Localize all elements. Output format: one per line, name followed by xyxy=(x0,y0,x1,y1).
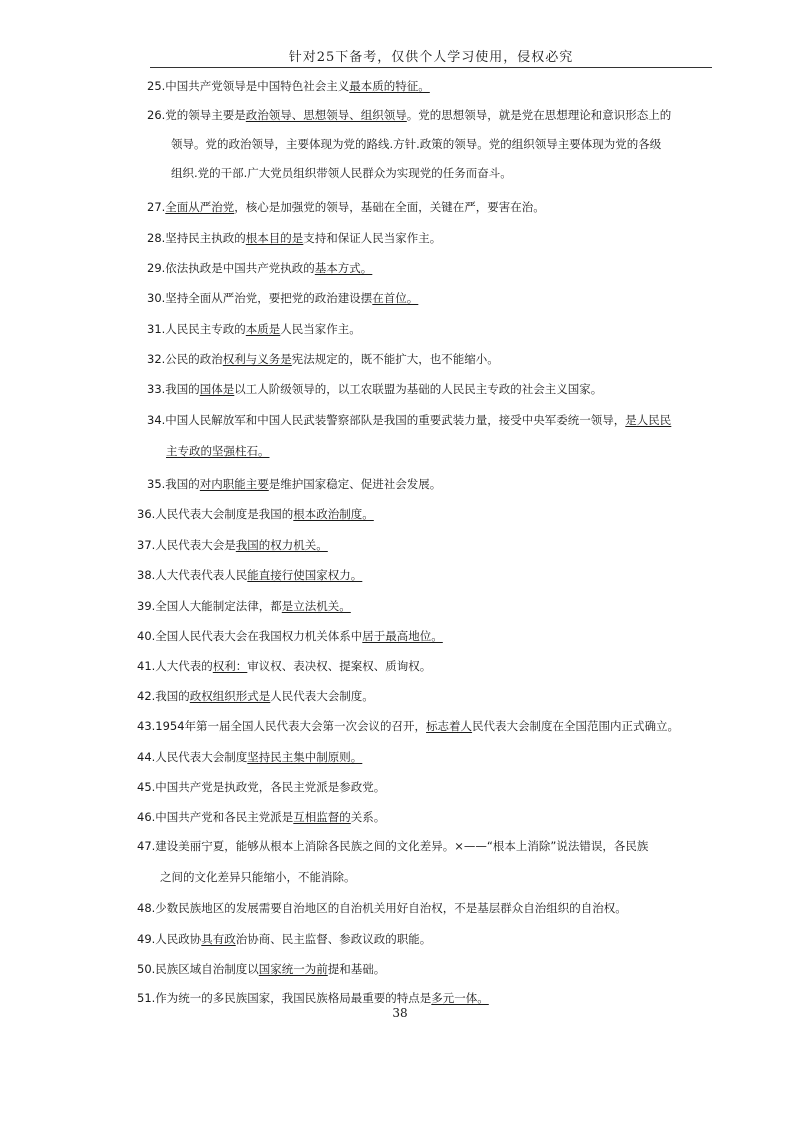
text-run: 47.建设美丽宁夏，能够从根本上消除各民族之间的文化差异。×——“根本上消除”说法错误，各民族 xyxy=(137,839,649,853)
underlined-key-phrase: 在首位。 xyxy=(372,291,419,305)
text-run: 宪法规定的，既不能扩大，也不能缩小。 xyxy=(291,352,499,366)
list-item xyxy=(137,598,351,614)
header-rule xyxy=(150,67,712,68)
list-item xyxy=(147,78,430,94)
underlined-key-phrase: 权利与义务是 xyxy=(222,352,292,366)
text-run: 34.中国人民解放军和中国人民武装警察部队是我国的重要武装力量，接受中央军委统一领导， xyxy=(147,413,626,427)
list-item xyxy=(160,869,356,885)
underlined-key-phrase: 主专政的坚强柱石。 xyxy=(166,444,270,458)
text-run: 人民当家作主。 xyxy=(280,322,361,336)
underlined-key-phrase: 互相监督的 xyxy=(293,810,351,824)
underlined-key-phrase: 坚持民主集中制原则。 xyxy=(247,750,363,764)
list-item xyxy=(137,900,627,916)
list-item xyxy=(137,628,443,644)
list-item xyxy=(137,838,648,854)
list-item xyxy=(147,230,441,246)
underlined-key-phrase: 具有政 xyxy=(201,932,236,946)
text-run: 支持和保证人民当家作主。 xyxy=(303,231,442,245)
underlined-key-phrase: 权利： xyxy=(212,659,248,673)
list-item xyxy=(137,506,374,522)
text-run: 36.人民代表大会制度是我国的 xyxy=(137,507,294,521)
underlined-key-phrase: 是立法机关。 xyxy=(281,599,351,613)
list-item xyxy=(137,809,385,825)
text-run: 25.中国共产党领导是中国特色社会主义 xyxy=(147,79,350,93)
list-item xyxy=(147,321,361,337)
text-run: 44.人民代表大会制度 xyxy=(137,750,248,764)
text-run: 35.我国的 xyxy=(147,477,200,491)
text-run: 民代表大会制度在全国范围内正式确立。 xyxy=(472,719,680,733)
underlined-key-phrase: 政权组织形式是 xyxy=(189,689,271,703)
list-item xyxy=(147,199,545,215)
text-run: 组织.党的干部.广大党员组织带领人民群众为实现党的任务而奋斗。 xyxy=(171,166,512,180)
list-item xyxy=(137,658,431,674)
text-run: 48.少数民族地区的发展需要自治地区的自治机关用好自治权，不是基层群众自治组织的自治权。 xyxy=(137,901,627,915)
underlined-key-phrase: 居于最高地位。 xyxy=(362,629,443,643)
text-run: 51.作为统一的多民族国家，我国民族格局最重要的特点是 xyxy=(137,991,432,1005)
underlined-key-phrase: 基本方式。 xyxy=(314,261,373,275)
list-item xyxy=(137,688,374,704)
underlined-key-phrase: 标志着人 xyxy=(426,719,473,733)
text-run: 30.坚持全面从严治党，要把党的政治建设摆 xyxy=(147,291,373,305)
list-item xyxy=(147,260,372,276)
text-run: 之间的文化差异只能缩小，不能消除。 xyxy=(160,870,356,884)
text-run: 人民代表大会制度。 xyxy=(270,689,374,703)
underlined-key-phrase: 本质是 xyxy=(245,322,281,336)
underlined-key-phrase: 政治领导、思想领导、组织领导 xyxy=(245,108,407,122)
underlined-key-phrase: 是人民民 xyxy=(625,413,672,427)
underlined-key-phrase: 全面从严治党 xyxy=(165,200,235,214)
list-item xyxy=(137,718,679,734)
text-run: 45.中国共产党是执政党，各民主党派是参政党。 xyxy=(137,780,386,794)
list-item xyxy=(147,107,671,123)
text-run: 28.坚持民主执政的 xyxy=(147,231,246,245)
list-item xyxy=(137,931,431,947)
list-item xyxy=(147,476,441,492)
text-run: 43.1954年第一届全国人民代表大会第一次会议的召开， xyxy=(137,719,427,733)
text-run: 。党的思想领导，就是党在思想理论和意识形态上的 xyxy=(406,108,672,122)
text-run: 37.人民代表大会是 xyxy=(137,538,236,552)
underlined-key-phrase: 我国的权力机关。 xyxy=(235,538,328,552)
text-run: 31.人民民主专政的 xyxy=(147,322,246,336)
list-item xyxy=(137,961,385,977)
text-run: 以工人阶级领导的，以工农联盟为基础的人民民主专政的社会主义国家。 xyxy=(234,382,603,396)
text-run: 29.依法执政是中国共产党执政的 xyxy=(147,261,315,275)
text-run: 32.公民的政治 xyxy=(147,352,223,366)
text-run: 是维护国家稳定、促进社会发展。 xyxy=(268,477,442,491)
text-run: 27. xyxy=(147,200,166,214)
text-run: 领导。党的政治领导，主要体现为党的路线.方针.政策的领导。党的组织领导主要体现为党的各级 xyxy=(171,137,662,151)
text-run: 33.我国的 xyxy=(147,382,200,396)
text-run: 39.全国人大能制定法律，都 xyxy=(137,599,282,613)
underlined-key-phrase: 根本目的是 xyxy=(245,231,304,245)
underlined-key-phrase: 国体是 xyxy=(199,382,235,396)
list-item xyxy=(147,381,602,397)
list-item xyxy=(137,990,489,1006)
text-run: 26.党的领导主要是 xyxy=(147,108,246,122)
text-run: ，核心是加强党的领导，基础在全面，关键在严，要害在治。 xyxy=(234,200,545,214)
text-run: 治协商、民主监督、参政议政的职能。 xyxy=(235,932,432,946)
text-run: 50.民族区域自治制度以 xyxy=(137,962,259,976)
list-item xyxy=(171,165,512,181)
text-run: 38.人大代表代表人民 xyxy=(137,568,248,582)
underlined-key-phrase: 对内职能主要 xyxy=(199,477,269,491)
text-run: 40.全国人民代表大会在我国权力机关体系中 xyxy=(137,629,363,643)
list-item xyxy=(137,749,362,765)
text-run: 提和基础。 xyxy=(327,962,386,976)
text-run: 46.中国共产党和各民主党派是 xyxy=(137,810,294,824)
list-item xyxy=(137,567,362,583)
list-item xyxy=(147,351,499,367)
list-item xyxy=(147,412,671,428)
list-item xyxy=(137,779,385,795)
list-item xyxy=(147,290,418,306)
list-item xyxy=(171,136,661,152)
list-item xyxy=(137,537,328,553)
underlined-key-phrase: 根本政治制度。 xyxy=(293,507,374,521)
text-run: 关系。 xyxy=(350,810,386,824)
underlined-key-phrase: 能直接行使国家权力。 xyxy=(247,568,363,582)
text-run: 42.我国的 xyxy=(137,689,190,703)
text-run: 49.人民政协 xyxy=(137,932,202,946)
text-run: 审议权、表决权、提案权、质询权。 xyxy=(247,659,432,673)
underlined-key-phrase: 最本质的特征。 xyxy=(349,79,430,93)
underlined-key-phrase: 多元一体。 xyxy=(431,991,489,1005)
underlined-key-phrase: 国家统一为前 xyxy=(258,962,328,976)
text-run: 41.人大代表的 xyxy=(137,659,213,673)
list-item xyxy=(166,443,270,459)
page-number: 38 xyxy=(392,1006,408,1020)
page-header: 针对25下备考，仅供个人学习使用，侵权必究 xyxy=(288,50,574,65)
